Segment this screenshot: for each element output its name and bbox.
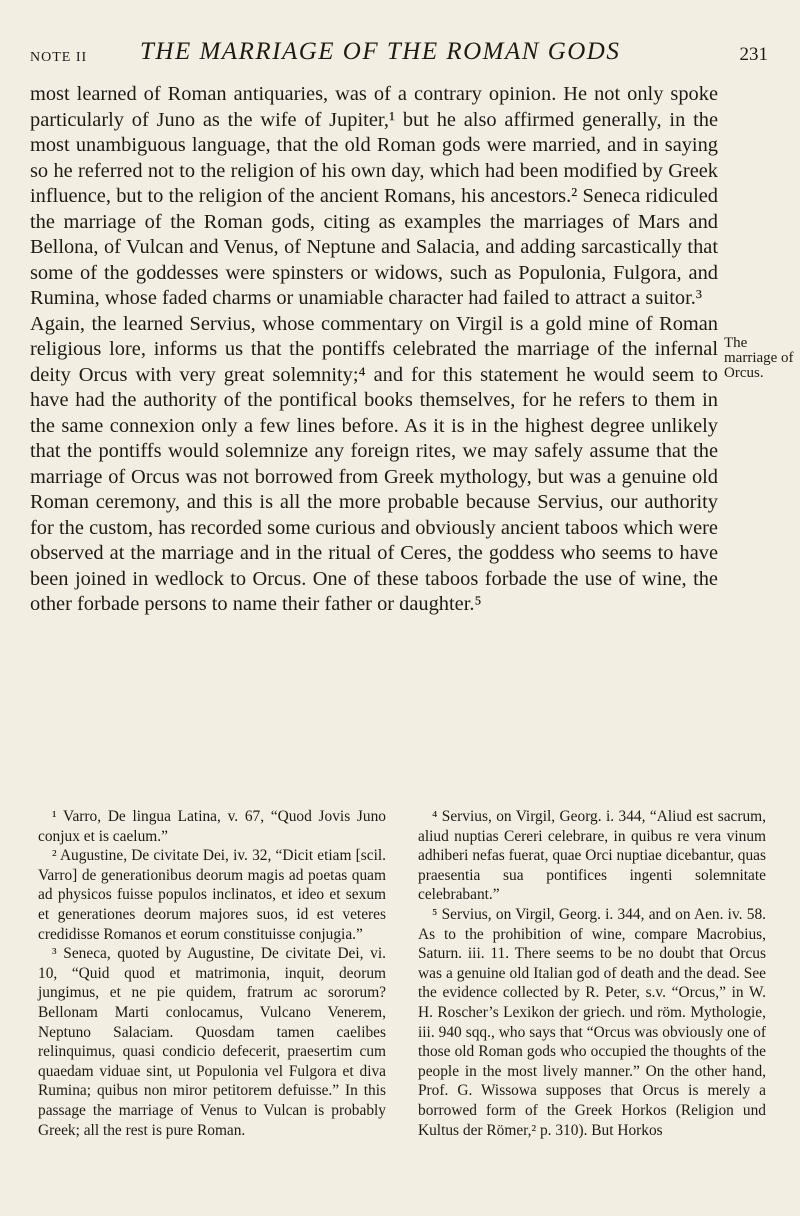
footnote: ¹ Varro, De lingua Latina, v. 67, “Quod Jovis Juno conjux et is caelum.” bbox=[38, 808, 386, 845]
header-title: THE MARRIAGE OF THE ROMAN GODS bbox=[140, 38, 621, 65]
footnote: ⁵ Servius, on Virgil, Georg. i. 344, and on Aen. iv. 58. As to the prohibition of wine, compare Macrobius, Saturn. iii. 11. There seems to be no doubt that Orcus was a genuine old Italian god of death and the dead. See the evidence collected by R. Peter, s.v. “Orcus,” in W. H. Roscher’s Lexikon der griech. und röm. Mythologie, iii. 940 sqq., who says that “Orcus was obviously one of those old Roman gods who occupied the thoughts of the people in the most lively manner.” On the other hand, Prof. G. Wissowa supposes that Orcus is merely a borrowed form of the Greek Horkos (Religion und Kultus der Römer,² p. 310). But Horkos bbox=[418, 905, 766, 1139]
paragraph: most learned of Roman antiquaries, was of a contrary opinion. He not only spoke particularly of Juno as the wife of Jupiter,¹ but he also affirmed generally, in the most unambiguous language, that the old Roman gods were married, and in saying so he referred not to the religion of his own day, which had been modified by Greek influence, but to the religion of the ancient Romans, his ancestors.² Seneca ridiculed the marriage of the Roman gods, citing as examples the marriages of Mars and Bellona, of Vulcan and Venus, of Neptune and Salacia, and adding sarcastically that some of the goddesses were spinsters or widows, such as Populonia, Fulgora, and Rumina, whose faded charms or unamiable character had failed to attract a suitor.³ bbox=[30, 83, 718, 309]
paragraph: Again, the learned Servius, whose commentary on Virgil is a gold mine of Roman religious lore, informs us that the pontiffs celebrated the marriage of the infernal deity Orcus with very great solemnity;⁴ and for this statement he would seem to have had the authority of the pontifical books themselves, for he refers to them in the same connexion only a few lines before. As it is in the highest degree unlikely that the pontiffs would solemnize any foreign rites, we may safely assume that the marriage of Orcus was not borrowed from Greek mythology, but was a genuine old Roman ceremony, and this is all the more probable because Servius, our authority for the custom, has recorded some curious and obviously ancient taboos which were observed at the marriage and in the ritual of Ceres, the goddess who seems to have been joined in wedlock to Orcus. One of these taboos forbade the use of wine, the other forbade persons to name their father or daughter.⁵ bbox=[30, 312, 718, 615]
footnote: ² Augustine, De civitate Dei, iv. 32, “Dicit etiam [scil. Varro] de generationibus deorum magis ad poetas quam ad physicos fuisse populos inclinatos, et ideo et sexum et generationes deorum majores suos, id est veteres credidisse Romanos et eorum constituisse conjugia.” bbox=[38, 847, 386, 943]
footnote: ³ Seneca, quoted by Augustine, De civitate Dei, vi. 10, “Quid quod et matrimonia, inquit, deorum jungimus, et ne pie quidem, fratrum ac sororum? Bellonam Marti conlocamus, Vulcano Venerem, Neptuno Salaciam. Quosdam tamen caelibes relinquimus, quasi condicio defecerit, praesertim cum quaedam viduae sint, ut Populonia vel Fulgora et diva Rumina; quibus non miror petitorem defuisse.” In this passage the marriage of Venus to Vulcan is probably Greek; all the rest is pure Roman. bbox=[38, 945, 386, 1139]
footnote-column-right bbox=[418, 807, 766, 1140]
footnote-column-left bbox=[38, 807, 386, 1140]
footnote: ⁴ Servius, on Virgil, Georg. i. 344, “Aliud est sacrum, aliud nuptias Cereri celebrare, in quibus re vera vinum adhiberi nefas fuerat, quae Orci nuptiae dicebantur, quas praesentia sua pontifices ingenti solemnitate celebrabant.” bbox=[418, 808, 766, 904]
main-text bbox=[30, 82, 718, 618]
margin-note: The marriage of Orcus. bbox=[724, 335, 794, 381]
page-number: 231 bbox=[739, 44, 768, 65]
running-header bbox=[30, 38, 768, 72]
header-note-label: NOTE II bbox=[30, 50, 88, 65]
